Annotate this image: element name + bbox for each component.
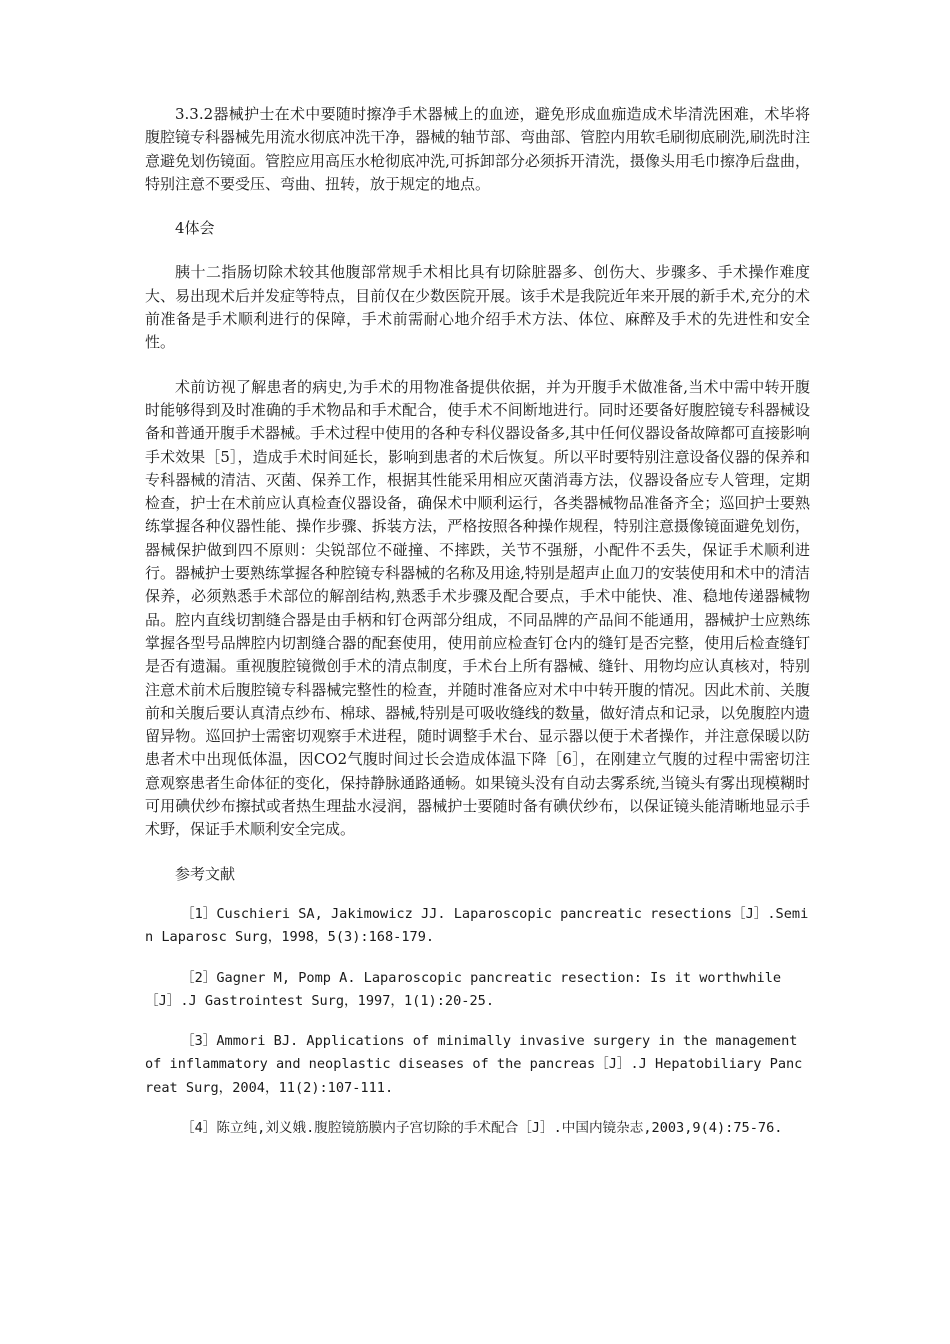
body-paragraph-2: 术前访视了解患者的病史,为手术的用物准备提供依据，并为开腹手术做准备,当术中需中转开腹时能够得到及时准确的手术物品和手术配合，使手术不间断地进行。同时还要备好腹腔镜专科器械设备和普通开腹手术器械。手术过程中使用的各种专科仪器设备多,其中任何仪器设备故障都可直接影响手术效果［5］，造成手术时间延长，影响到患者的术后恢复。所以平时要特别注意设备仪器的保养和专科器械的清洁、灭菌、保养工作，根据其性能采用相应灭菌消毒方法，仪器设备应专人管理，定期检查，护士在术前应认真检查仪器设备，确保术中顺利运行，各类器械物品准备齐全；巡回护士要熟练掌握各种仪器性能、操作步骤、拆装方法，严格按照各种操作规程，特别注意摄像镜面避免划伤，器械保护做到四不原则：尖锐部位不碰撞、不摔跌，关节不强掰，小配件不丢失，保证手术顺利进行。器械护士要熟练掌握各种腔镜专科器械的名称及用途,特别是超声止血刀的安装使用和术中的清洁保养，必须熟悉手术部位的解剖结构,熟悉手术步骤及配合要点，手术中能快、准、稳地传递器械物品。腔内直线切割缝合器是由手柄和钉仓两部分组成，不同品牌的产品间不能通用，器械护士应熟练掌握各型号品牌腔内切割缝合器的配套使用，使用前应检查钉仓内的缝钉是否完整，使用后检查缝钉是否有遗漏。重视腹腔镜微创手术的清点制度，手术台上所有器械、缝针、用物均应认真核对，特别注意术前术后腹腔镜专科器械完整性的检查，并随时准备应对术中中转开腹的情况。因此术前、关腹前和关腹后要认真清点纱布、棉球、器械,特别是可吸收缝线的数量，做好清点和记录，以免腹腔内遗留异物。巡回护士需密切观察手术进程，随时调整手术台、显示器以便于术者操作，并注意保暖以防患者术中出现低体温，因CO2气腹时间过长会造成体温下降［6］，在刚建立气腹的过程中需密切注意观察患者生命体征的变化，保持静脉通路通畅。如果镜头没有自动去雾系统,当镜头有雾出现模糊时可用碘伏纱布擦拭或者热生理盐水浸润，器械护士要随时备有碘伏纱布，以保证镜头能清晰地显示手术野，保证手术顺利安全完成。 <box>145 377 810 839</box>
references-heading: 参考文献 <box>175 864 236 883</box>
section-heading-4: 4体会 <box>175 219 215 238</box>
reference-item-3: ［3］Ammori BJ. Applications of minimally invasive surgery in the management of inflammatory and neoplastic diseases of the pancreas［J］.J Hepatobiliary Pancreat Surg，2004，11(2):107-111. <box>145 1033 803 1096</box>
body-paragraph-1: 胰十二指肠切除术较其他腹部常规手术相比具有切除脏器多、创伤大、步骤多、手术操作难度大、易出现术后并发症等特点，目前仅在少数医院开展。该手术是我院近年来开展的新手术,充分的术前准备是手术顺利进行的保障，手术前需耐心地介绍手术方法、体位、麻醉及手术的先进性和安全性。 <box>145 263 810 352</box>
section-3-3-2-paragraph: 3.3.2器械护士在术中要随时擦净手术器械上的血迹，避免形成血痂造成术毕清洗困难，术毕将腹腔镜专科器械先用流水彻底冲洗干净，器械的轴节部、弯曲部、管腔内用软毛刷彻底刷洗,刷洗时注意避免划伤镜面。管腔应用高压水枪彻底冲洗,可拆卸部分必须拆开清洗，摄像头用毛巾擦净后盘曲，特别注意不要受压、弯曲、扭转，放于规定的地点。 <box>145 105 810 193</box>
reference-item-4: ［4］陈立纯,刘义娥.腹腔镜筋膜内子宫切除的手术配合［J］.中国内镜杂志,2003,9(4):75-76. <box>181 1119 783 1136</box>
reference-list <box>145 903 810 1140</box>
document-page <box>145 103 810 1140</box>
reference-item-1: ［1］Cuschieri SA, Jakimowicz JJ. Laparoscopic pancreatic resections［J］.Semin Laparosc Surg，1998，5(3):168-179. <box>145 905 809 946</box>
reference-item-2: ［2］Gagner M, Pomp A. Laparoscopic pancreatic resection: Is it worthwhile ［J］.J Gastrointest Surg，1997，1(1):20-25. <box>145 969 782 1009</box>
